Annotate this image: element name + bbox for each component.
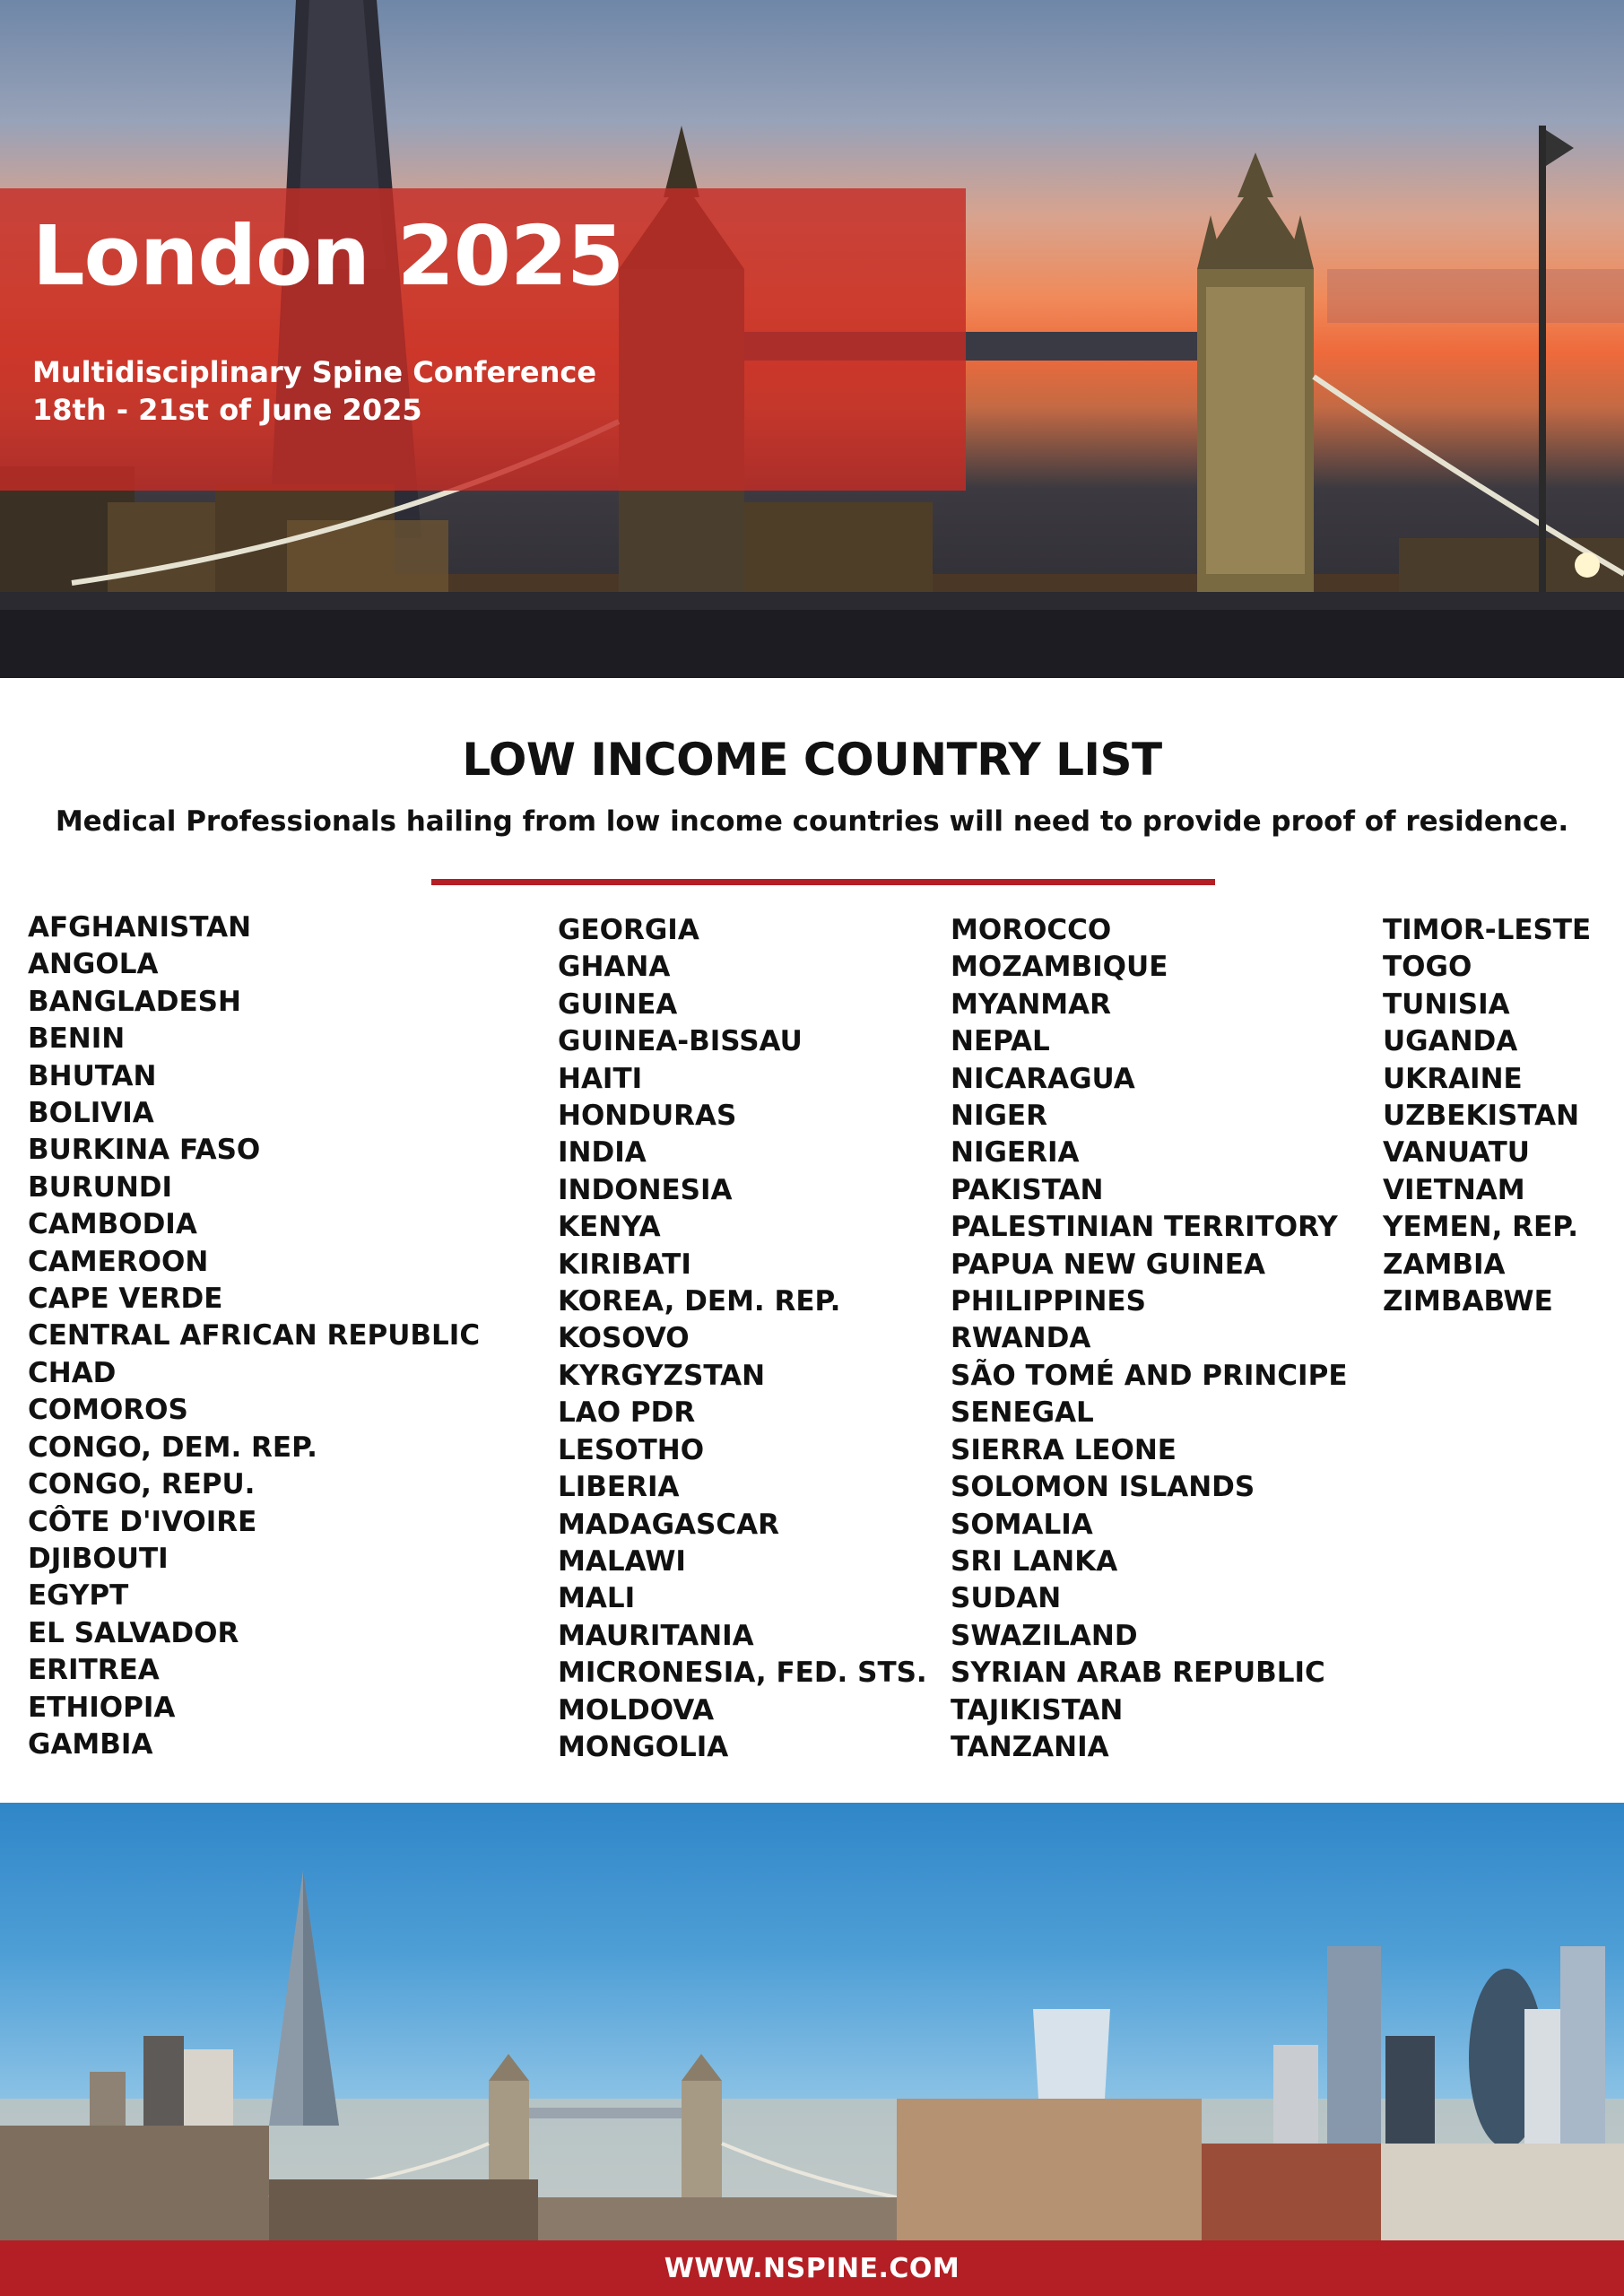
country-item: SYRIAN ARAB REPUBLIC xyxy=(951,1657,1325,1690)
country-item: PALESTINIAN TERRITORY xyxy=(951,1211,1338,1244)
country-item: TOGO xyxy=(1383,951,1472,984)
country-item: VIETNAM xyxy=(1383,1173,1525,1206)
country-item: TUNISIA xyxy=(1383,987,1510,1021)
country-item: CHAD xyxy=(28,1356,117,1389)
country-column-2 xyxy=(558,912,927,1766)
country-item: CAPE VERDE xyxy=(28,1283,223,1316)
country-item: KIRIBATI xyxy=(558,1248,691,1281)
country-item: UKRAINE xyxy=(1383,1062,1523,1095)
country-item: CAMEROON xyxy=(28,1245,209,1278)
hero-image-tower-bridge-sunset xyxy=(0,0,1624,678)
footer-bar xyxy=(0,2240,1624,2296)
list-note: Medical Professionals hailing from low income countries will need to provide proof of residence. xyxy=(55,805,1569,838)
country-item: KOREA, DEM. REP. xyxy=(558,1285,841,1318)
country-item: SUDAN xyxy=(951,1582,1062,1615)
skyline-illustration xyxy=(0,1803,1624,2240)
country-item: SOMALIA xyxy=(951,1508,1093,1541)
country-item: MICRONESIA, FED. STS. xyxy=(558,1657,927,1690)
country-item: YEMEN, REP. xyxy=(1383,1211,1579,1244)
country-item: INDONESIA xyxy=(558,1173,733,1206)
country-item: UZBEKISTAN xyxy=(1383,1100,1580,1133)
country-item: UGANDA xyxy=(1383,1025,1518,1058)
country-item: DJIBOUTI xyxy=(28,1542,169,1575)
country-item: ETHIOPIA xyxy=(28,1691,176,1724)
country-item: SOLOMON ISLANDS xyxy=(951,1471,1255,1504)
country-item: BANGLADESH xyxy=(28,985,241,1018)
conference-title: London 2025 xyxy=(32,208,623,304)
country-item: BHUTAN xyxy=(28,1059,157,1092)
country-item: COMOROS xyxy=(28,1394,188,1427)
country-item: GAMBIA xyxy=(28,1727,153,1761)
conference-dates: 18th - 21st of June 2025 xyxy=(32,393,422,427)
country-item: TANZANIA xyxy=(951,1730,1109,1763)
country-item: LAO PDR xyxy=(558,1396,696,1430)
country-item: GUINEA xyxy=(558,987,678,1021)
country-item: SRI LANKA xyxy=(951,1544,1118,1578)
conference-subtitle-block xyxy=(32,353,596,429)
country-item: MADAGASCAR xyxy=(558,1508,779,1541)
country-item: MALI xyxy=(558,1582,636,1615)
country-item: LIBERIA xyxy=(558,1471,680,1504)
country-item: MOROCCO xyxy=(951,914,1112,946)
country-item: CONGO, REPU. xyxy=(28,1468,256,1501)
country-column-4 xyxy=(1383,912,1591,1320)
country-item: AFGHANISTAN xyxy=(28,911,252,944)
country-item: SIERRA LEONE xyxy=(951,1433,1177,1466)
country-item: MAURITANIA xyxy=(558,1619,754,1652)
website-link[interactable]: WWW.NSPINE.COM xyxy=(664,2252,960,2284)
country-item: INDIA xyxy=(558,1136,647,1170)
country-item: PHILIPPINES xyxy=(951,1285,1146,1318)
country-item: ANGOLA xyxy=(28,948,159,981)
country-item: CONGO, DEM. REP. xyxy=(28,1431,317,1464)
country-column-3 xyxy=(951,912,1348,1766)
country-item: BURUNDI xyxy=(28,1170,173,1204)
country-item: MOLDOVA xyxy=(558,1693,715,1726)
country-item: HAITI xyxy=(558,1062,643,1095)
country-column-1 xyxy=(28,909,480,1763)
country-item: MALAWI xyxy=(558,1544,686,1578)
country-item: BOLIVIA xyxy=(28,1097,154,1130)
country-item: CÔTE D'IVOIRE xyxy=(28,1505,257,1538)
country-item: CAMBODIA xyxy=(28,1208,197,1241)
country-item: TIMOR-LESTE xyxy=(1383,914,1592,946)
list-title: LOW INCOME COUNTRY LIST xyxy=(462,734,1162,786)
country-item: ERITREA xyxy=(28,1654,160,1687)
country-item: PAPUA NEW GUINEA xyxy=(951,1248,1265,1281)
country-item: SENEGAL xyxy=(951,1396,1094,1430)
country-item: NIGER xyxy=(951,1100,1047,1133)
country-item: NIGERIA xyxy=(951,1136,1080,1170)
country-item: MYANMAR xyxy=(951,987,1111,1021)
country-item: MONGOLIA xyxy=(558,1730,729,1763)
country-item: GEORGIA xyxy=(558,914,699,946)
country-item: EL SALVADOR xyxy=(28,1616,239,1649)
country-item: RWANDA xyxy=(951,1322,1091,1355)
conference-subtitle: Multidisciplinary Spine Conference xyxy=(32,355,597,389)
country-item: ZIMBABWE xyxy=(1383,1285,1553,1318)
country-item: TAJIKISTAN xyxy=(951,1693,1124,1726)
country-item: SÃO TOMÉ AND PRINCIPE xyxy=(951,1359,1348,1392)
country-item: MOZAMBIQUE xyxy=(951,951,1168,984)
country-item: SWAZILAND xyxy=(951,1619,1138,1652)
country-item: GHANA xyxy=(558,951,671,984)
country-item: VANUATU xyxy=(1383,1136,1530,1170)
country-item: HONDURAS xyxy=(558,1100,737,1133)
divider-line xyxy=(431,879,1215,885)
country-item: EGYPT xyxy=(28,1579,129,1613)
country-item: PAKISTAN xyxy=(951,1173,1104,1206)
london-skyline-image xyxy=(0,1803,1624,2240)
country-item: BENIN xyxy=(28,1022,126,1056)
country-item: KENYA xyxy=(558,1211,661,1244)
country-item: BURKINA FASO xyxy=(28,1134,261,1167)
country-item: KOSOVO xyxy=(558,1322,690,1355)
country-item: ZAMBIA xyxy=(1383,1248,1506,1281)
country-item: KYRGYZSTAN xyxy=(558,1359,766,1392)
country-item: LESOTHO xyxy=(558,1433,705,1466)
country-item: NICARAGUA xyxy=(951,1062,1135,1095)
country-item: CENTRAL AFRICAN REPUBLIC xyxy=(28,1319,481,1352)
country-item: GUINEA-BISSAU xyxy=(558,1025,803,1058)
country-item: NEPAL xyxy=(951,1025,1050,1058)
